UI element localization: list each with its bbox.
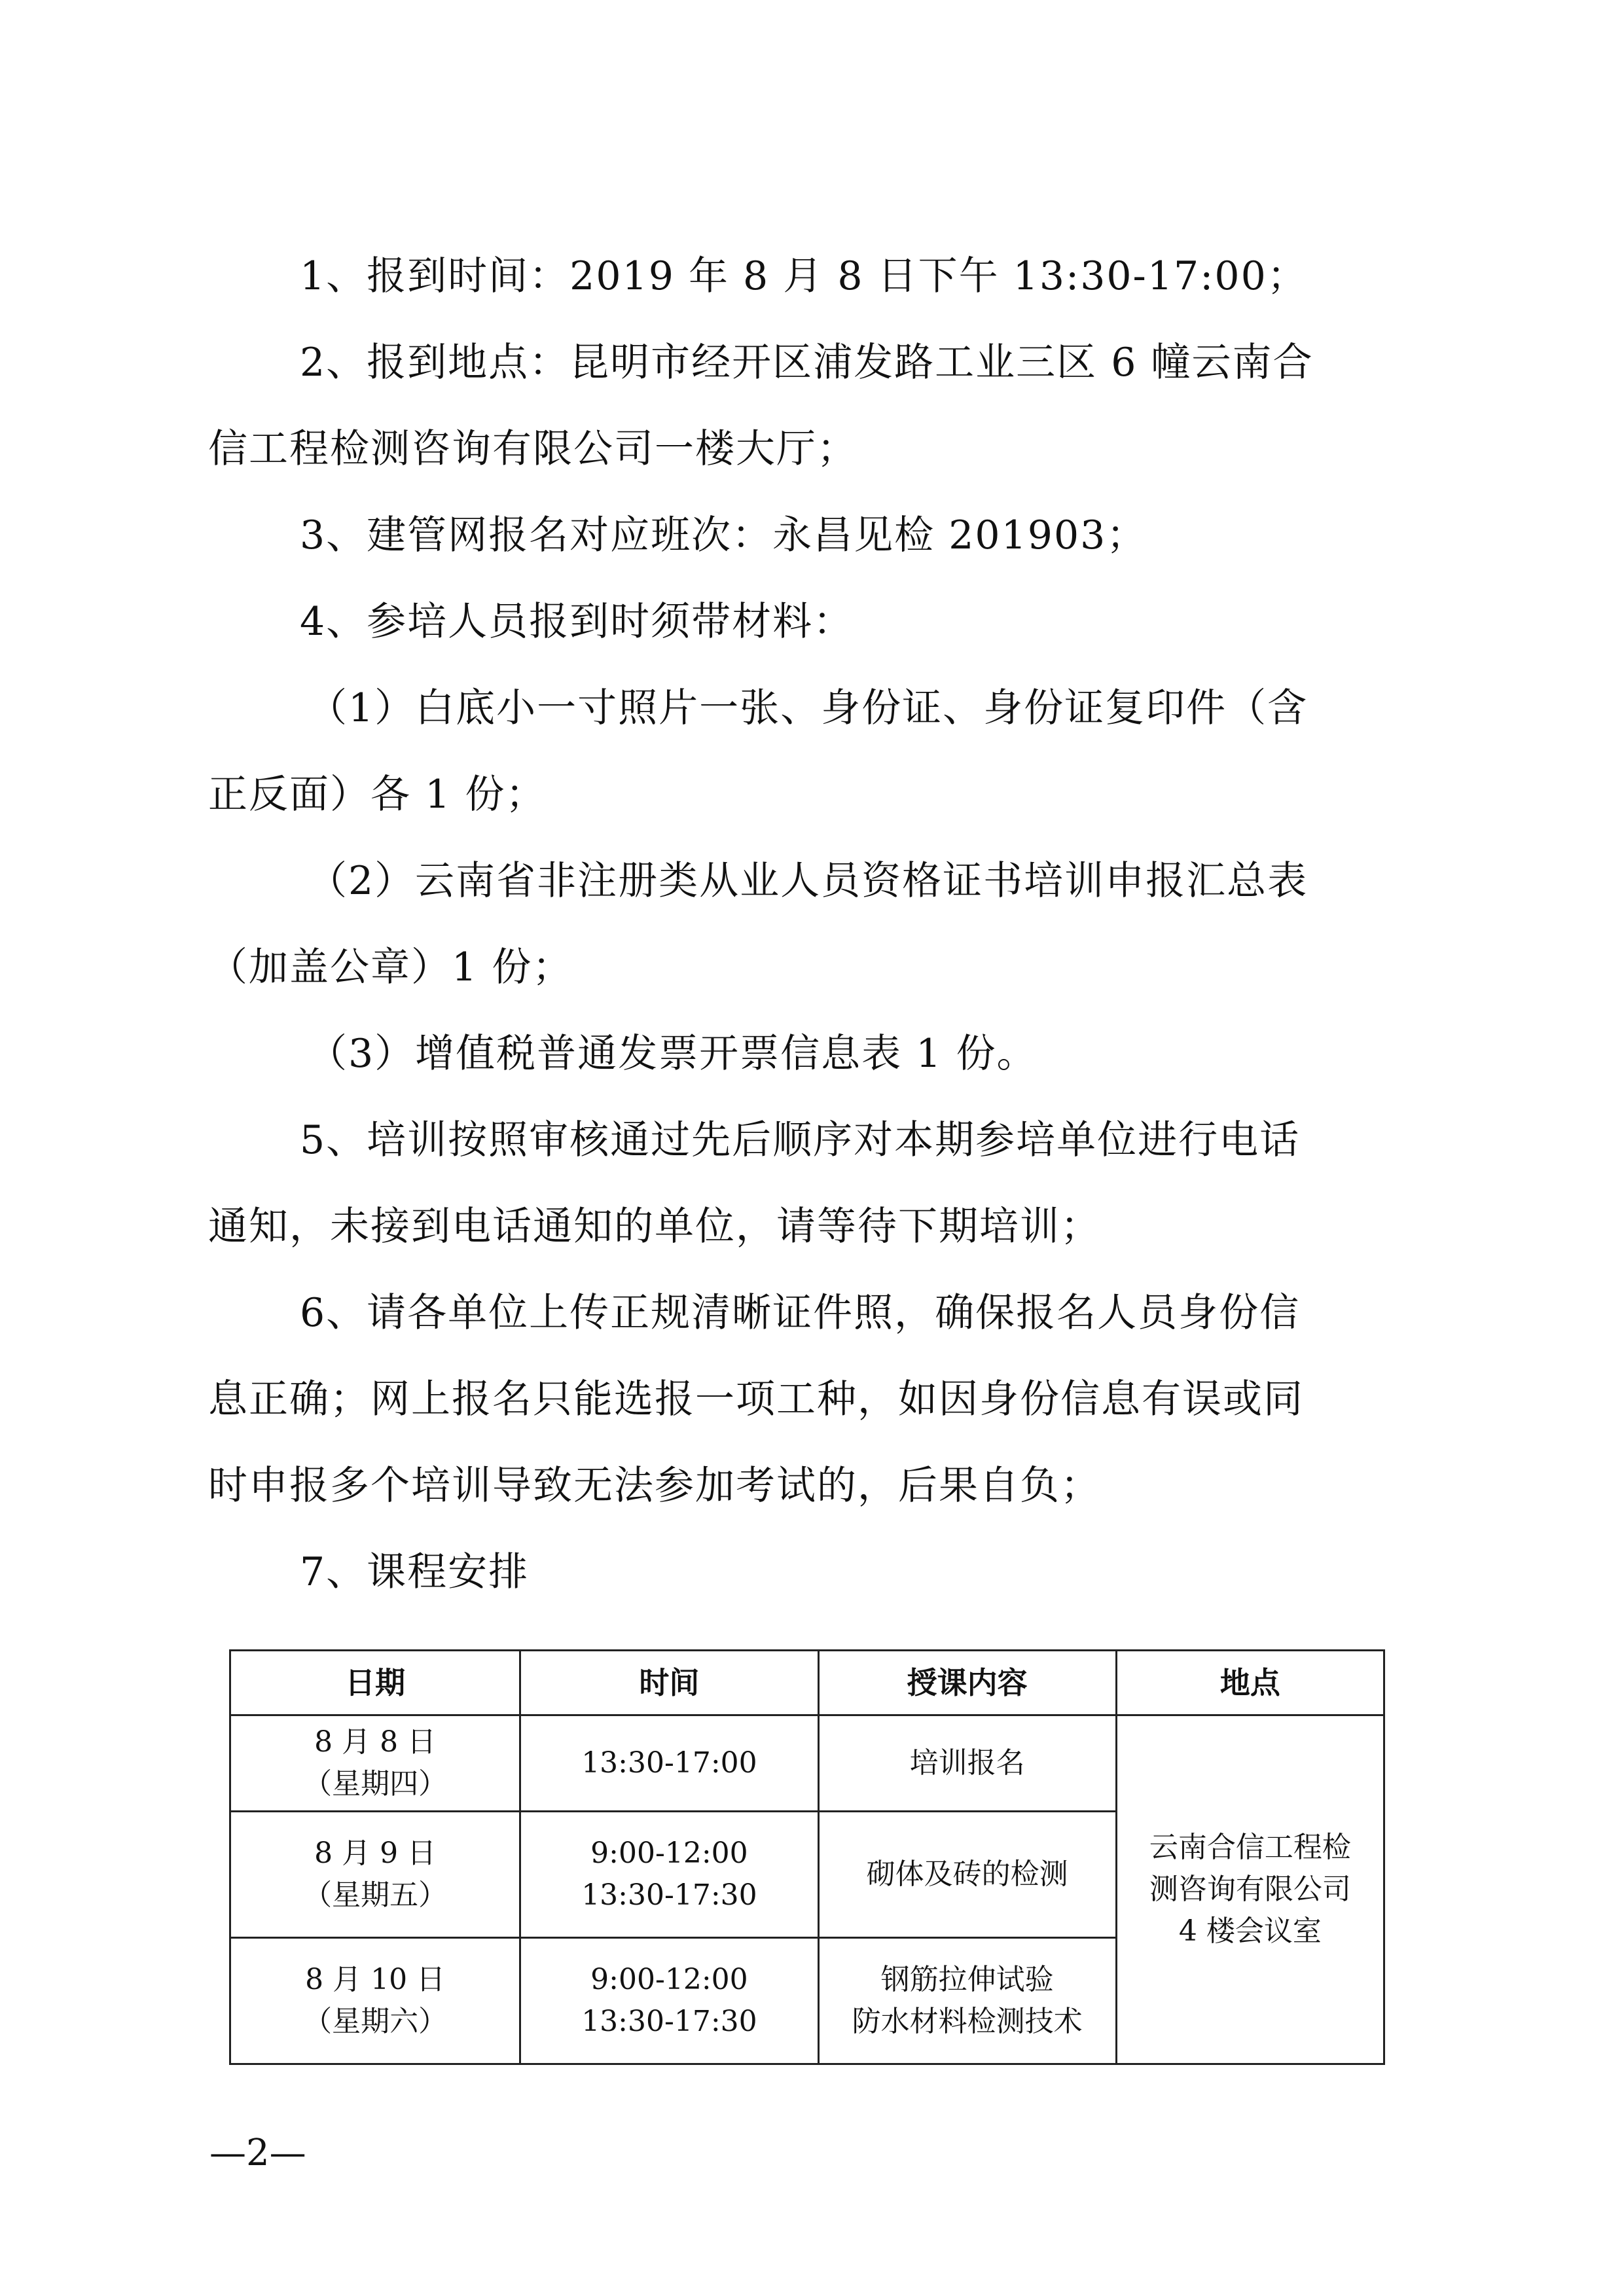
page-number: —2— [209, 2132, 306, 2174]
item-4-sub-1: （1）白底小一寸照片一张、身份证、身份证复印件（含 [308, 685, 1308, 731]
item-4-sub-1-cont: 正反面）各 1 份； [208, 772, 547, 817]
item-7-schedule-heading: 7、课程安排 [300, 1549, 530, 1595]
time-line: 13:30-17:30 [581, 1878, 757, 1912]
weekday-line: （星期四） [303, 1767, 448, 1801]
cell-content [818, 1715, 1116, 1812]
cell-date [230, 1715, 520, 1812]
time-line: 13:30-17:30 [581, 2005, 757, 2038]
cell-date [230, 1938, 520, 2064]
content-line: 防水材料检测技术 [852, 2005, 1083, 2038]
content-line: 培训报名 [909, 1746, 1025, 1780]
item-5-notification-cont: 通知，未接到电话通知的单位，请等待下期培训； [208, 1204, 1101, 1249]
item-6-upload-cont-1: 息正确；网上报名只能选报一项工种，如因身份信息有误或同 [208, 1376, 1304, 1422]
item-2-report-location: 2、报到地点：昆明市经开区浦发路工业三区 6 幢云南合 [300, 340, 1314, 386]
cell-content [818, 1812, 1116, 1938]
item-4-sub-3: （3）增值税普通发票开票信息表 1 份。 [308, 1031, 1038, 1077]
weekday-line: （星期五） [303, 1878, 448, 1912]
item-4-materials: 4、参培人员报到时须带材料： [300, 599, 854, 645]
course-schedule-table [229, 1649, 1385, 2065]
cell-time [520, 1938, 818, 2064]
item-5-notification: 5、培训按照审核通过先后顺序对本期参培单位进行电话 [300, 1117, 1301, 1163]
content-line: 钢筋拉伸试验 [880, 1963, 1054, 1996]
content-line: 砌体及砖的检测 [866, 1857, 1068, 1891]
location-line: 云南合信工程检 [1149, 1831, 1351, 1864]
item-6-upload: 6、请各单位上传正规清晰证件照，确保报名人员身份信 [300, 1290, 1301, 1336]
header-content: 授课内容 [818, 1651, 1116, 1715]
date-line: 8 月 9 日 [314, 1837, 437, 1870]
item-2-report-location-cont: 信工程检测咨询有限公司一楼大厅； [208, 426, 857, 472]
item-6-upload-cont-2: 时申报多个培训导致无法参加考试的，后果自负； [208, 1463, 1101, 1509]
location-line: 4 楼会议室 [1178, 1914, 1322, 1948]
location-line: 测咨询有限公司 [1149, 1873, 1351, 1906]
table-row [230, 1715, 1384, 1812]
time-line: 13:30-17:00 [581, 1746, 757, 1780]
item-1-report-time: 1、报到时间：2019 年 8 月 8 日下午 13:30-17:00； [300, 253, 1308, 299]
header-time: 时间 [520, 1651, 818, 1715]
cell-location [1116, 1715, 1384, 2064]
header-location: 地点 [1116, 1651, 1384, 1715]
time-line: 9:00-12:00 [590, 1963, 748, 1996]
cell-time [520, 1812, 818, 1938]
item-4-sub-2: （2）云南省非注册类从业人员资格证书培训申报汇总表 [308, 858, 1308, 904]
date-line: 8 月 10 日 [305, 1963, 446, 1996]
table-header-row [230, 1651, 1384, 1715]
cell-content [818, 1938, 1116, 2064]
date-line: 8 月 8 日 [314, 1725, 437, 1759]
weekday-line: （星期六） [303, 2005, 448, 2038]
cell-date [230, 1812, 520, 1938]
header-date: 日期 [230, 1651, 520, 1715]
item-4-sub-2-cont: （加盖公章）1 份； [208, 944, 573, 990]
cell-time [520, 1715, 818, 1812]
time-line: 9:00-12:00 [590, 1837, 748, 1870]
item-3-class-name: 3、建管网报名对应班次：永昌见检 201903； [300, 512, 1147, 558]
